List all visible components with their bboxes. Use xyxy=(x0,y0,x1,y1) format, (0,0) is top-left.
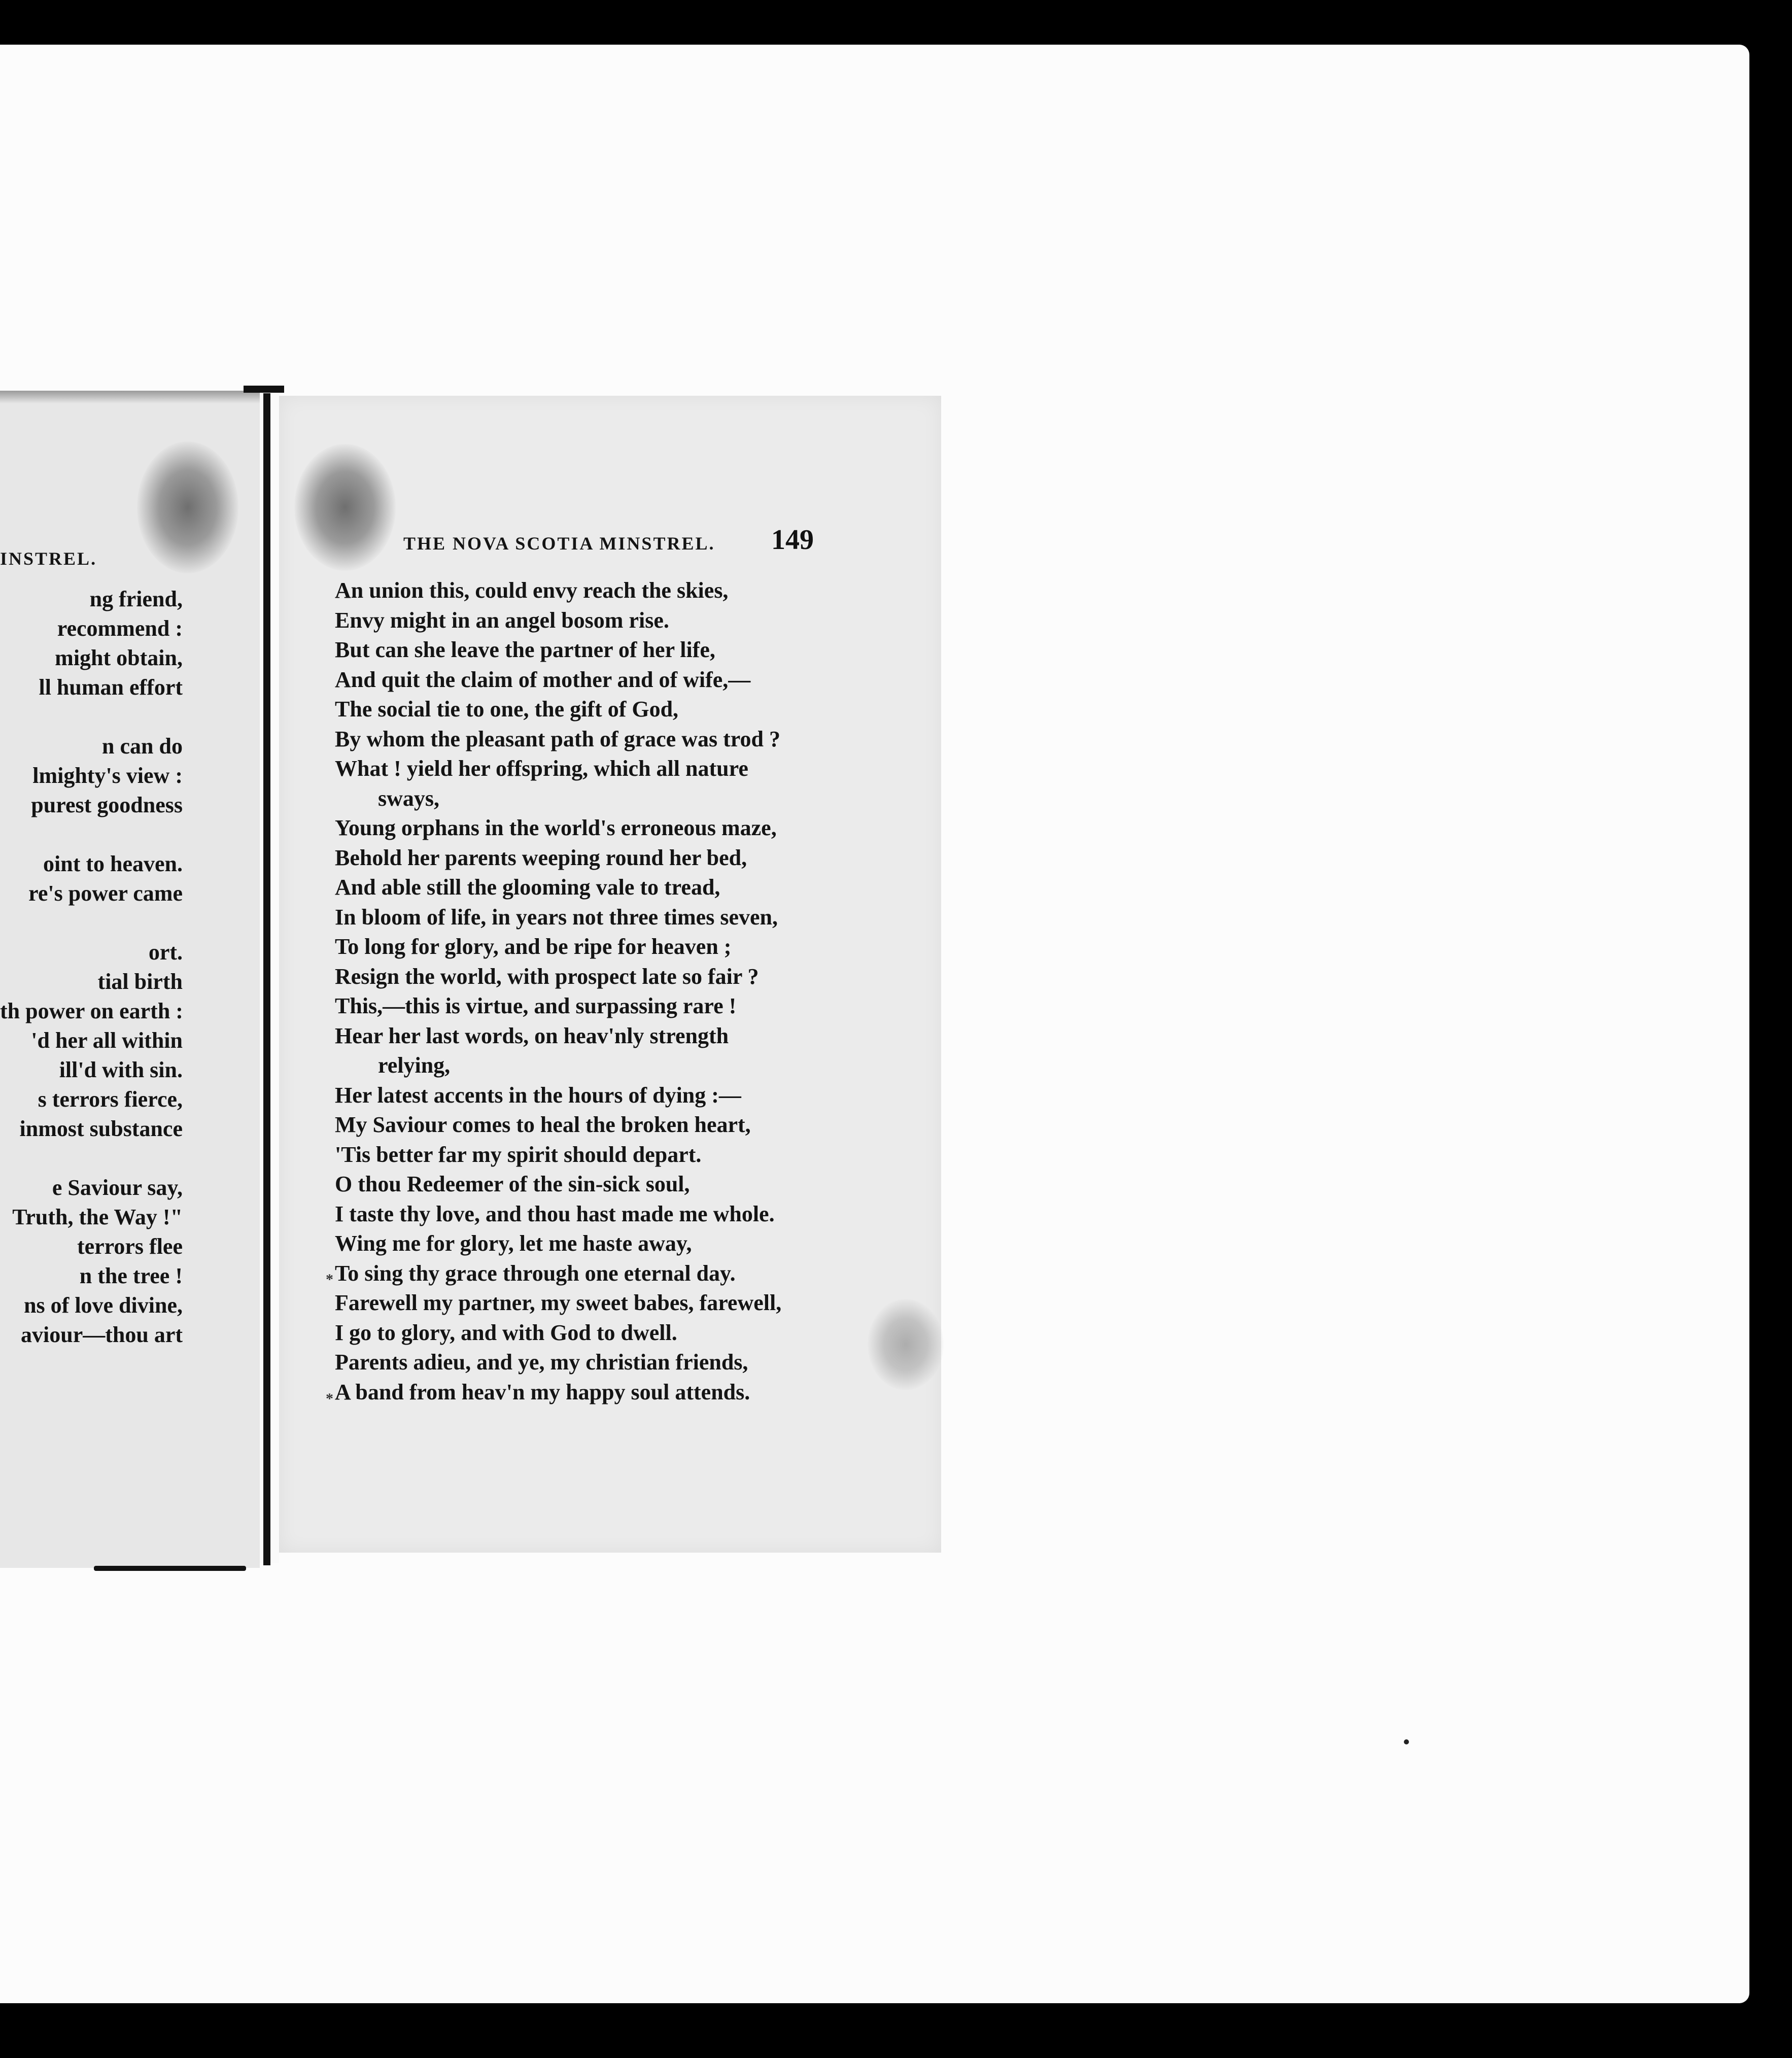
margin-mark: * xyxy=(326,1390,333,1407)
poem-line: 'Tis better far my spirit should depart. xyxy=(335,1142,702,1167)
poem-line: I taste thy love, and thou hast made me whole. xyxy=(335,1202,775,1226)
poem-line: An union this, could envy reach the skies, xyxy=(335,578,729,603)
poem-line: Farewell my partner, my sweet babes, farewell, xyxy=(335,1290,782,1315)
left-page-bottom-rule xyxy=(94,1566,246,1571)
poem-line: relying, xyxy=(378,1053,451,1078)
left-text-line: ill'd with sin. xyxy=(59,1057,183,1082)
poem-line: This,—this is virtue, and surpassing rare ! xyxy=(335,993,737,1018)
running-head: THE NOVA SCOTIA MINSTREL. xyxy=(403,533,715,554)
left-text-line: might obtain, xyxy=(55,645,183,670)
left-page-shadow xyxy=(0,391,260,403)
poem-line: sways, xyxy=(378,786,440,811)
left-running-head: INSTREL. xyxy=(0,548,97,569)
left-text-line: Truth, the Way !" xyxy=(12,1205,183,1229)
poem-line: Resign the world, with prospect late so fair ? xyxy=(335,964,759,989)
left-text-line: re's power came xyxy=(28,881,183,906)
left-text-line: terrors flee xyxy=(77,1234,183,1259)
poem-line: What ! yield her offspring, which all nature xyxy=(335,756,748,781)
right-page xyxy=(279,396,941,1553)
left-text-line: s terrors fierce, xyxy=(38,1087,183,1112)
poem-line: Young orphans in the world's erroneous maze, xyxy=(335,815,777,840)
poem-line: To sing thy grace through one eternal day. xyxy=(335,1261,736,1286)
poem-line: Behold her parents weeping round her bed, xyxy=(335,845,747,870)
poem-line: And quit the claim of mother and of wife,— xyxy=(335,667,751,692)
poem-line: The social tie to one, the gift of God, xyxy=(335,697,679,722)
left-text-line: n the tree ! xyxy=(79,1263,183,1288)
poem-line: To long for glory, and be ripe for heaven ; xyxy=(335,934,732,959)
binding-tab xyxy=(244,386,284,393)
left-page xyxy=(0,391,260,1568)
poem-line: Wing me for glory, let me haste away, xyxy=(335,1231,692,1256)
page-number: 149 xyxy=(771,524,814,556)
binding-line xyxy=(263,393,270,1565)
poem-line: Envy might in an angel bosom rise. xyxy=(335,608,669,633)
left-text-line: ll human effort xyxy=(39,675,183,700)
left-text-line: n can do xyxy=(102,734,183,759)
poem-line: A band from heav'n my happy soul attends. xyxy=(335,1380,750,1404)
poem-line: Her latest accents in the hours of dying :— xyxy=(335,1083,741,1108)
film-speck xyxy=(1404,1739,1409,1744)
left-text-line: e Saviour say, xyxy=(52,1175,183,1200)
poem-line: By whom the pleasant path of grace was trod ? xyxy=(335,727,780,751)
poem-line: Parents adieu, and ye, my christian friends, xyxy=(335,1350,748,1375)
poem-line: But can she leave the partner of her life, xyxy=(335,637,715,662)
poem-line: And able still the glooming vale to tread, xyxy=(335,875,720,900)
stain-mark xyxy=(294,444,396,571)
left-text-line: ns of love divine, xyxy=(24,1293,183,1318)
left-text-line: purest goodness xyxy=(31,793,183,817)
poem-line: Hear her last words, on heav'nly strength xyxy=(335,1023,729,1048)
poem-line: O thou Redeemer of the sin-sick soul, xyxy=(335,1172,690,1196)
left-text-line: tial birth xyxy=(97,969,183,994)
left-text-line: oint to heaven. xyxy=(43,851,183,876)
poem-line: I go to glory, and with God to dwell. xyxy=(335,1320,677,1345)
left-text-line: ng friend, xyxy=(89,587,183,611)
left-text-line: th power on earth : xyxy=(0,999,183,1023)
poem-line: In bloom of life, in years not three times seven, xyxy=(335,905,778,930)
stain-mark xyxy=(137,441,238,573)
left-text-line: lmighty's view : xyxy=(32,763,183,788)
left-text-line: ort. xyxy=(148,940,183,965)
margin-mark: * xyxy=(326,1271,333,1288)
left-text-line: inmost substance xyxy=(19,1116,183,1141)
left-text-line: 'd her all within xyxy=(31,1028,183,1053)
stain-mark xyxy=(868,1299,944,1390)
left-text-line: aviour—thou art xyxy=(21,1322,183,1347)
poem-line: My Saviour comes to heal the broken heart, xyxy=(335,1112,751,1137)
left-text-line: recommend : xyxy=(57,616,183,641)
